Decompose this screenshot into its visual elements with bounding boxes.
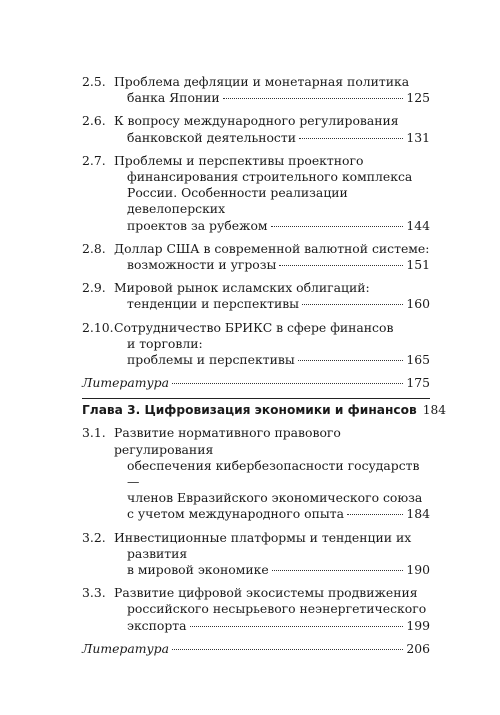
entry-title-line: Доллар США в современной валютной системе: [114, 240, 430, 256]
entry-number: 2.10. [82, 319, 114, 335]
entry-title-line: Проблема дефляции и монетарная политика [114, 74, 410, 89]
entry-title-last: банка Японии [127, 90, 220, 106]
chapter-leader-line [82, 402, 446, 418]
entry-title-last: возможности и угрозы [127, 257, 277, 273]
dot-leader [299, 138, 403, 139]
entry-number: 3.3. [82, 585, 106, 601]
entry-leader-line [114, 562, 430, 578]
dot-leader [190, 626, 404, 627]
entry-leader-line [114, 90, 430, 106]
entry-title-line: России. Особенности реализации девелоперских [127, 185, 348, 217]
entry-page-number: 151 [406, 257, 430, 273]
entry-title-last: банковской деятельности [127, 129, 296, 145]
entry-title-line: финансирования строительного комплекса [127, 169, 413, 185]
entry-title-line: Развитие цифровой экосистемы продвижения [114, 585, 418, 601]
entry-title-last: в мировой экономике [127, 562, 269, 578]
entry-leader-line [114, 218, 430, 234]
entry-number: 3.2. [82, 529, 106, 545]
entry-title-last: проектов за рубежом [127, 217, 268, 233]
entry-leader-line [114, 618, 430, 634]
entry-title-line: Проблемы и перспективы проектного [114, 152, 364, 168]
entry-title-line: Инвестиционные платформы и тенденции их [114, 529, 412, 545]
entry-title-last: тенденции и перспективы [127, 296, 300, 312]
entry-leader-line [114, 352, 430, 368]
entry-title-line: развития [127, 545, 188, 561]
entry-page-number: 144 [406, 217, 430, 233]
toc-page [82, 74, 446, 664]
entry-title-last: проблемы и перспективы [127, 352, 295, 368]
entry-title-line: Развитие нормативного правового регулирования [114, 425, 341, 457]
entry-number: 3.1. [82, 425, 106, 441]
chapter-title: Глава 3. Цифровизация экономики и финансов [82, 403, 417, 418]
entry-page-number: 160 [406, 296, 430, 312]
entry-page-number: 199 [406, 617, 430, 633]
toc-entry-2-5[interactable] [82, 74, 430, 106]
toc-entry-2-8[interactable] [82, 241, 430, 273]
toc-entry-3-1[interactable] [82, 425, 430, 522]
entry-page-number: 131 [406, 129, 430, 145]
dot-leader [223, 98, 404, 99]
entry-leader-line [114, 296, 430, 312]
entry-number: 2.6. [82, 113, 106, 129]
dot-leader [298, 360, 404, 361]
toc-literature-chapter-2[interactable] [82, 375, 430, 391]
entry-title-last: с учетом международного опыта [127, 506, 344, 522]
toc-entry-2-7[interactable] [82, 153, 430, 234]
entry-number: 2.8. [82, 240, 106, 256]
entry-title-line: членов Евразийского экономического союза [127, 490, 423, 506]
entry-number: 2.9. [82, 280, 106, 296]
entry-page-number: 206 [406, 640, 430, 656]
dot-leader [272, 570, 404, 571]
entry-page-number: 190 [406, 562, 430, 578]
entry-title-line: российского несырьевого неэнергетического [127, 601, 427, 617]
toc-chapter-3[interactable] [82, 398, 446, 418]
entry-title-line: Сотрудничество БРИКС в сфере финансов [114, 319, 394, 335]
entry-leader-line [82, 375, 430, 391]
literature-label: Литература [82, 375, 169, 391]
entry-page-number: 165 [406, 352, 430, 368]
dot-leader [279, 265, 403, 266]
entry-leader-line [114, 130, 430, 146]
literature-label: Литература [82, 640, 169, 656]
dot-leader [271, 226, 404, 227]
entry-page-number: 125 [406, 90, 430, 106]
toc-entry-3-3[interactable] [82, 585, 430, 634]
entry-number: 2.5. [82, 74, 106, 89]
entry-page-number: 175 [406, 375, 430, 391]
toc-entry-2-10[interactable] [82, 320, 430, 369]
toc-literature-chapter-3[interactable] [82, 641, 430, 657]
chapter-page-number: 184 [422, 403, 446, 418]
dot-leader [302, 304, 403, 305]
entry-leader-line [114, 506, 430, 522]
entry-title-line: и торговли: [127, 335, 203, 351]
entry-title-line: К вопросу международного регулирования [114, 113, 399, 129]
entry-title-line: Мировой рынок исламских облигаций: [114, 280, 370, 296]
entry-number: 2.7. [82, 152, 106, 168]
dot-leader [172, 383, 403, 384]
entry-page-number: 184 [406, 506, 430, 522]
entry-leader-line [82, 641, 430, 657]
entry-title-last: экспорта [127, 617, 187, 633]
toc-entry-2-6[interactable] [82, 113, 430, 145]
dot-leader [347, 514, 403, 515]
entry-title-line: обеспечения кибербезопасности государств — [127, 457, 420, 490]
toc-entry-2-9[interactable] [82, 280, 430, 312]
entry-leader-line [114, 257, 430, 273]
dot-leader [172, 649, 403, 650]
toc-entry-3-2[interactable] [82, 530, 430, 579]
